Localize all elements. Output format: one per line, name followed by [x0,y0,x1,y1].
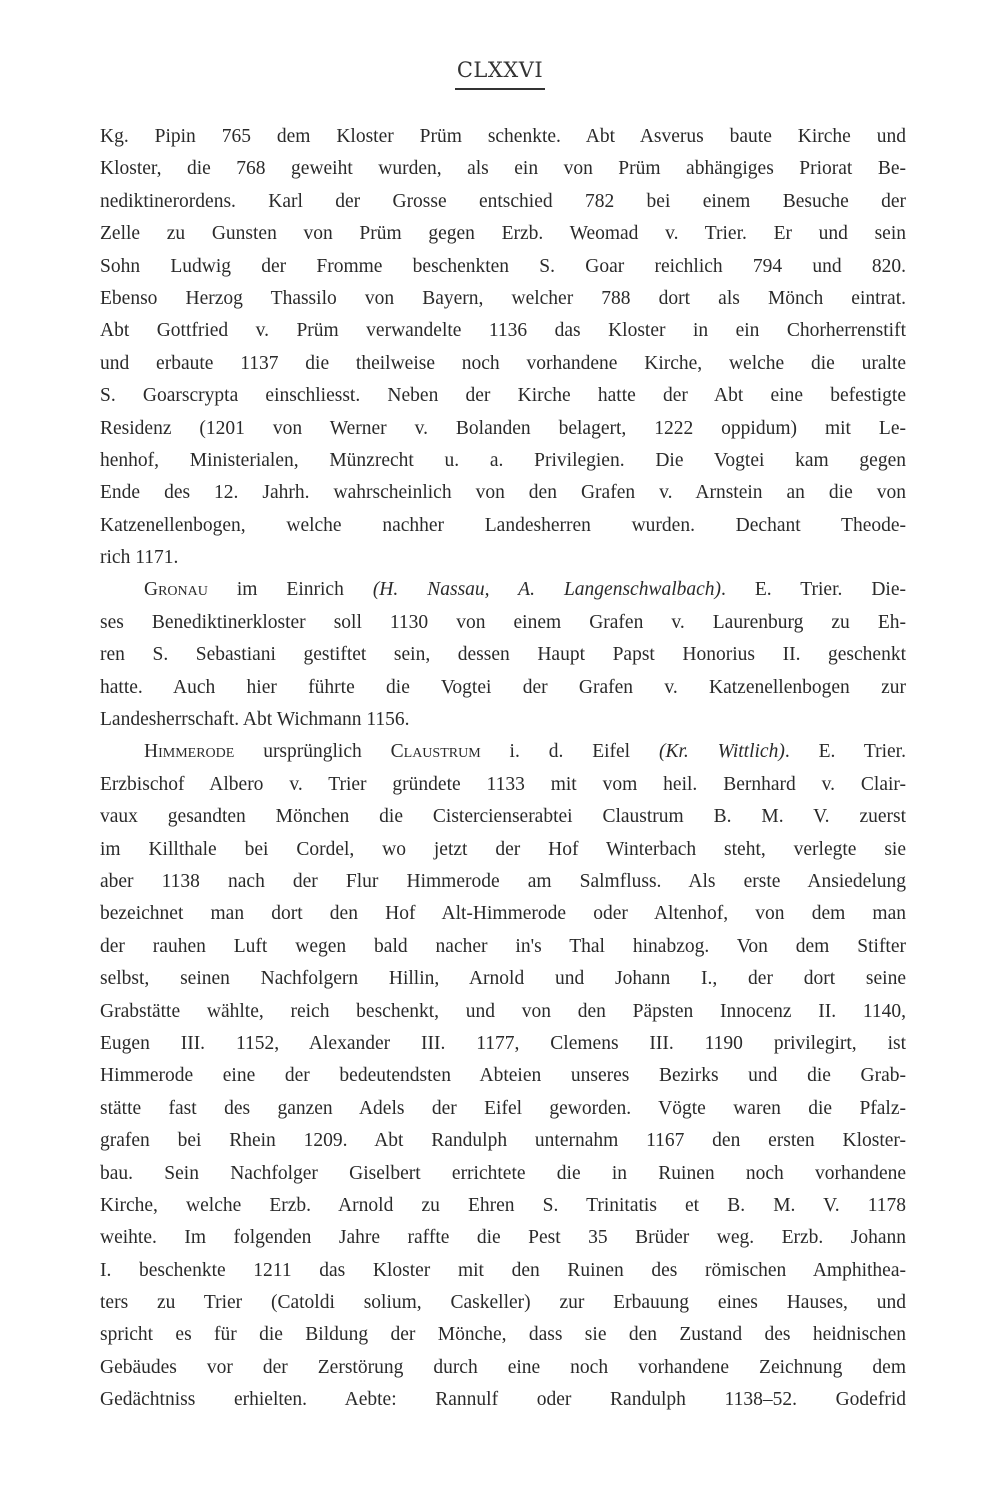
text-line: I. beschenkte 1211 das Kloster mit den Ruinen des römischen Amphithea- [100,1259,906,1281]
text-line: Erzbischof Albero v. Trier gründete 1133 mit vom heil. Bernhard v. Clair- [100,773,906,795]
heading-text: im Einrich [207,579,373,601]
text-line: spricht es für die Bildung der Mönche, dass sie den Zustand des heidnischen [100,1324,906,1346]
page-body [100,121,906,1417]
text-line: Kloster, die 768 geweiht wurden, als ein von Prüm abhängiges Priorat Be- [100,158,906,180]
text-line: Landesherrschaft. Abt Wichmann 1156. [100,709,410,731]
paragraph-gronau [100,574,906,736]
heading-text: . E. Trier. [784,741,906,763]
text-line: Katzenellenbogen, welche nachher Landesherren wurden. Dechant Theode- [100,514,906,536]
heading-alt-name: Claustrum [390,741,481,763]
heading-text: . E. Trier. Die- [721,579,907,601]
heading-text: ursprünglich [234,741,391,763]
text-line: Ebenso Herzog Thassilo von Bayern, welcher 788 dort als Mönch eintrat. [100,287,906,309]
text-line: vaux gesandten Mönchen die Cistercienserabtei Claustrum B. M. V. zuerst [100,806,906,828]
text-line: Abt Gottfried v. Prüm verwandelte 1136 das Kloster in ein Chorherrenstift [100,320,906,342]
text-line: nediktinerordens. Karl der Grosse entschied 782 bei einem Besuche der [100,190,906,212]
paragraph-himmerode [100,736,906,1416]
entry-heading-gronau: Gronau [144,579,208,601]
heading-text: i. d. Eifel [480,741,659,763]
text-line: Gebäudes vor der Zerstörung durch eine noch vorhandene Zeichnung dem [100,1356,906,1378]
page-number [0,58,1000,82]
text-line: im Killthale bei Cordel, wo jetzt der Hof Winterbach steht, verlegte sie [100,838,906,860]
text-line: henhof, Ministerialen, Münzrecht u. a. Privilegien. Die Vogtei kam gegen [100,449,906,471]
text-line: Kirche, welche Erzb. Arnold zu Ehren S. Trinitatis et B. M. V. 1178 [100,1194,906,1216]
text-line: Kg. Pipin 765 dem Kloster Prüm schenkte. Abt Asverus baute Kirche und [100,126,906,147]
text-line: ters zu Trier (Catoldi solium, Caskeller) zur Erbauung eines Hauses, und [100,1292,906,1314]
text-line: bau. Sein Nachfolger Giselbert errichtete die in Ruinen noch vorhandene [100,1162,906,1184]
text-line: rich 1171. [100,547,179,569]
text-line: Himmerode eine der bedeutendsten Abteien unseres Bezirks und die Grab- [100,1065,906,1087]
text-line: Gedächtniss erhielten. Aebte: Rannulf oder Randulph 1138–52. Godefrid [100,1389,906,1411]
entry-heading-line [100,574,906,606]
text-line: Residenz (1201 von Werner v. Bolanden belagert, 1222 oppidum) mit Le- [100,417,906,439]
text-line: S. Goarscrypta einschliesst. Neben der Kirche hatte der Abt eine befestigte [100,385,906,407]
paragraph-pruem-goar [100,121,906,574]
text-line: der rauhen Luft wegen bald nacher in's Thal hinabzog. Von dem Stifter [100,935,906,957]
text-line: Eugen III. 1152, Alexander III. 1177, Clemens III. 1190 privilegirt, ist [100,1032,906,1054]
text-line: ses Benediktinerkloster soll 1130 von einem Grafen v. Laurenburg zu Eh- [100,611,906,633]
text-line: weihte. Im folgenden Jahre raffte die Pest 35 Brüder weg. Erzb. Johann [100,1227,906,1249]
text-line: Sohn Ludwig der Fromme beschenkten S. Goar reichlich 794 und 820. [100,255,906,277]
text-line: ren S. Sebastiani gestiftet sein, dessen Haupt Papst Honorius II. geschenkt [100,644,906,666]
text-line: aber 1138 nach der Flur Himmerode am Salmfluss. Als erste Ansiedelung [100,870,906,892]
page-number-text: CLXXVI [455,58,545,90]
text-line: selbst, seinen Nachfolgern Hillin, Arnold und Johann I., der dort seine [100,968,906,990]
entry-heading-line [100,736,906,768]
text-line: hatte. Auch hier führte die Vogtei der Grafen v. Katzenellenbogen zur [100,676,906,698]
text-line: Grabstätte wählte, reich beschenkt, und von den Päpsten Innocenz II. 1140, [100,1000,906,1022]
text-line: bezeichnet man dort den Hof Alt-Himmerode oder Altenhof, von dem man [100,903,906,925]
text-line: und erbaute 1137 die theilweise noch vorhandene Kirche, welche die uralte [100,352,906,374]
text-line: grafen bei Rhein 1209. Abt Randulph unternahm 1167 den ersten Kloster- [100,1130,906,1152]
heading-location: (H. Nassau, A. Langenschwalbach) [372,579,722,601]
heading-location: (Kr. Wittlich) [658,741,785,763]
text-line: Zelle zu Gunsten von Prüm gegen Erzb. Weomad v. Trier. Er und sein [100,223,906,245]
entry-heading-himmerode: Himmerode [144,741,235,763]
text-line: stätte fast des ganzen Adels der Eifel geworden. Vögte waren die Pfalz- [100,1097,906,1119]
text-line: Ende des 12. Jahrh. wahrscheinlich von den Grafen v. Arnstein an die von [100,482,906,504]
